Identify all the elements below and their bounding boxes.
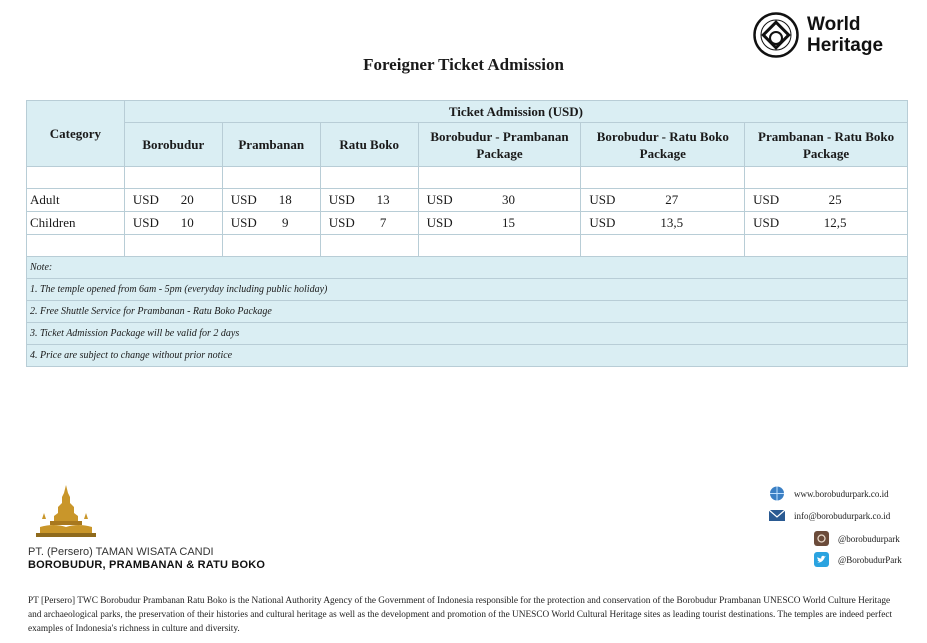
currency: USD [328, 215, 355, 230]
note-item: 1. The temple opened from 6am - 5pm (everyday including public holiday) [27, 279, 908, 301]
instagram-handle[interactable]: @borobudurpark [838, 533, 900, 544]
price-cell [320, 212, 418, 235]
price-cell [320, 189, 418, 212]
price-cell [222, 212, 320, 235]
price-value: 13,5 [660, 215, 684, 230]
company-name-line2: BOROBUDUR, PRAMBANAN & RATU BOKO [28, 559, 266, 571]
spacer-row [27, 235, 908, 257]
currency: USD [426, 215, 453, 230]
column-header: Prambanan - Ratu Boko Package [745, 123, 908, 167]
currency: USD [230, 215, 257, 230]
ticket-table [26, 100, 908, 367]
company-logo [28, 483, 268, 573]
currency: USD [589, 192, 616, 207]
price-cell [418, 212, 581, 235]
page-title: Foreigner Ticket Admission [363, 55, 564, 74]
disclaimer-text: PT [Persero] TWC Borobudur Prambanan Ratu Boko is the National Authority Agency of the Government of Indonesia responsible for the protection and conservation of the Borobudur Prambanan UNESCO World Culture Heritage and archaeological parks, the preservation of their histories and cultural heritage as well as the development and promotion of the UNESCO World Cultural Heritage sites as leading tourist destinations. The temples are indeed perfect examples of Indonesia's richness in culture and diversity. [28, 596, 893, 634]
instagram-contact[interactable] [812, 531, 900, 546]
currency: USD [753, 215, 780, 230]
price-value: 20 [180, 192, 194, 207]
world-heritage-text [807, 14, 883, 56]
world-heritage-line1: World [807, 14, 861, 35]
column-header: Prambanan [222, 123, 320, 167]
price-cell [124, 212, 222, 235]
price-cell [745, 212, 908, 235]
category-header: Category [27, 101, 125, 167]
price-cell [581, 212, 745, 235]
price-value: 27 [665, 192, 679, 207]
currency: USD [328, 192, 355, 207]
column-header: Borobudur - Prambanan Package [418, 123, 581, 167]
ticket-admission-header: Ticket Admission (USD) [124, 101, 907, 123]
website-contact[interactable] [768, 486, 889, 501]
price-value: 7 [379, 215, 387, 230]
note-item: 2. Free Shuttle Service for Prambanan - Ratu Boko Package [27, 301, 908, 323]
temple-logo-icon [30, 483, 100, 543]
world-heritage-logo [753, 10, 903, 60]
currency: USD [589, 215, 616, 230]
column-header: Borobudur [124, 123, 222, 167]
price-cell [745, 189, 908, 212]
spacer-row [27, 167, 908, 189]
table-row [27, 189, 908, 212]
price-value: 9 [281, 215, 289, 230]
price-value: 25 [828, 192, 842, 207]
row-category: Adult [27, 189, 125, 212]
price-value: 15 [502, 215, 516, 230]
currency: USD [426, 192, 453, 207]
row-category: Children [27, 212, 125, 235]
email-contact[interactable] [768, 508, 890, 523]
price-value: 13 [376, 192, 390, 207]
price-cell [124, 189, 222, 212]
price-value: 10 [180, 215, 194, 230]
price-cell [418, 189, 581, 212]
price-value: 12,5 [823, 215, 847, 230]
currency: USD [753, 192, 780, 207]
currency: USD [132, 215, 159, 230]
twitter-icon [812, 552, 830, 567]
email-link[interactable]: info@borobudurpark.co.id [794, 510, 891, 521]
world-heritage-emblem-icon [753, 12, 799, 58]
company-name-line1: PT. (Persero) TAMAN WISATA CANDI [28, 546, 214, 558]
column-header: Ratu Boko [320, 123, 418, 167]
note-item: 3. Ticket Admission Package will be valid for 2 days [27, 323, 908, 345]
website-link[interactable]: www.borobudurpark.co.id [794, 488, 889, 499]
note-heading: Note: [27, 257, 908, 279]
currency: USD [230, 192, 257, 207]
email-icon [768, 508, 786, 523]
twitter-contact[interactable] [812, 552, 902, 567]
price-cell [581, 189, 745, 212]
price-value: 30 [502, 192, 516, 207]
price-value: 18 [278, 192, 292, 207]
note-item: 4. Price are subject to change without prior notice [27, 345, 908, 367]
instagram-icon [812, 531, 830, 546]
globe-icon [768, 486, 786, 501]
currency: USD [132, 192, 159, 207]
column-header: Borobudur - Ratu Boko Package [581, 123, 745, 167]
price-cell [222, 189, 320, 212]
table-row [27, 212, 908, 235]
twitter-handle[interactable]: @BorobudurPark [838, 554, 902, 565]
world-heritage-line2: Heritage [807, 35, 884, 56]
